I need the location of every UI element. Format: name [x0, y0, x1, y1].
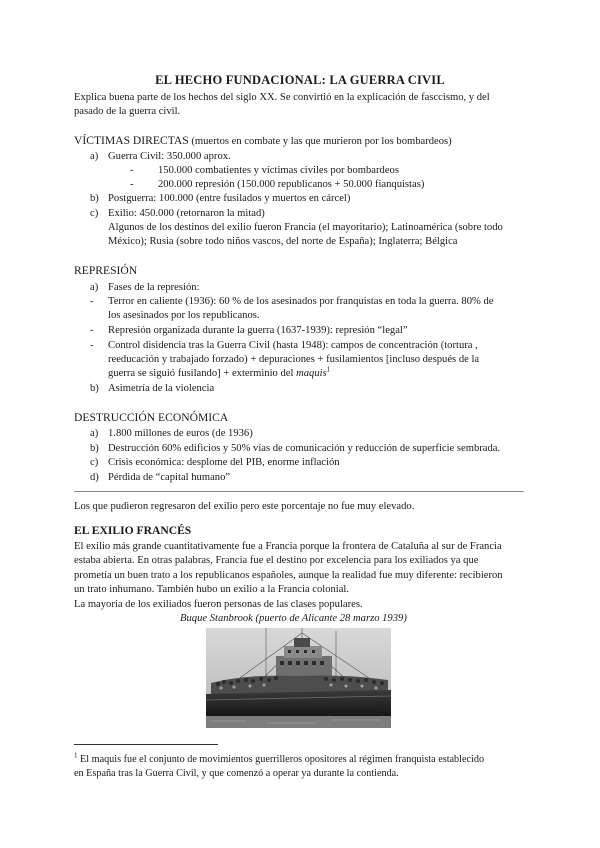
list-marker: c) [90, 208, 99, 219]
list-marker: a) [90, 428, 99, 439]
list-marker: c) [90, 457, 99, 468]
footnote-number: 1 [74, 751, 78, 760]
list-marker: - [90, 340, 94, 351]
list-item: Crisis económica: desplome del PIB, enorme inflación [108, 457, 340, 468]
exilio-note-line-2: México); Rusia (sobre todo niños vascos, del norte de España); Inglaterra; Bélgica [108, 236, 458, 247]
list-item: Represión organizada durante la guerra (1637-1939): represión “legal” [108, 325, 408, 336]
list-item: Asimetría de la violencia [108, 383, 215, 394]
clases-populares-text: La mayoría de los exiliados fueron personas de las clases populares. [74, 599, 363, 610]
stanbrook-photo [206, 628, 391, 728]
footnote-reference[interactable]: 1 [326, 365, 331, 374]
maquis-word: maquis [296, 368, 327, 379]
list-item: Control disidencia tras la Guerra Civil (hasta 1948): campos de concentración (tortura , [108, 340, 478, 351]
victimas-heading [74, 134, 452, 149]
list-item-continuation: los asesinados por los republicanos. [108, 310, 260, 321]
list-item: Exilio: 450.000 (retornaron la mitad) [108, 208, 265, 219]
list-item: 200.000 represión (150.000 republicanos + 50.000 fianquistas) [158, 179, 425, 190]
horizontal-divider [74, 491, 524, 492]
intro-line-1: Explica buena parte de los hechos del siglo XX. Se convirtió en la explicación de fasccismo, y del [74, 92, 490, 103]
exilio-note-line-1: Algunos de los destinos del exilio fueron Francia (el mayoritario); Latinoamérica (sobre todo [108, 222, 503, 233]
footnote-separator [74, 744, 218, 745]
list-marker: - [130, 179, 134, 190]
represion-heading: REPRESIÓN [74, 264, 138, 277]
list-marker: a) [90, 151, 99, 162]
exilio-paragraph-line-1: El exilio más grande cuantitativamente fue a Francia porque la frontera de Cataluña al sur de Francia [74, 541, 502, 552]
list-marker: - [130, 165, 134, 176]
list-marker: a) [90, 282, 99, 293]
list-marker: b) [90, 193, 99, 204]
victimas-heading-note: (muertos en combate y las que murieron por los bombardeos) [188, 136, 452, 147]
list-item: 1.800 millones de euros (de 1936) [108, 428, 253, 439]
list-item: Terror en caliente (1936): 60 % de los asesinados por franquistas en toda la guerra. 80% de [108, 296, 494, 307]
list-marker: b) [90, 383, 99, 394]
list-item: 150.000 combatientes y víctimas civiles por bombardeos [158, 165, 399, 176]
victimas-heading-label: VÍCTIMAS DIRECTAS [74, 134, 189, 147]
footnote-line-1 [74, 753, 484, 767]
list-item: Pérdida de “capital humano” [108, 472, 231, 483]
footnote-line-2: en España tras la Guerra Civil, y que comenzó a operar ya durante la contienda. [74, 768, 399, 779]
list-item-continuation: reeducación y trabajado forzado) + depuraciones + fusilamientos [incluso después de la [108, 354, 480, 365]
exilio-frances-heading: EL EXILIO FRANCÉS [74, 524, 192, 537]
exilio-paragraph-line-4: un trato inhumano. También hubo un exilio a la Francia colonial. [74, 584, 350, 595]
list-marker: - [90, 296, 94, 307]
intro-line-2: pasado de la guerra civil. [74, 106, 181, 117]
exilio-paragraph-line-2: estaba abierta. En otras palabras, Francia fue el destino por excelencia para los exiliados ya que [74, 555, 479, 566]
list-item: Postguerra: 100.000 (entre fusilados y muertos en cárcel) [108, 193, 351, 204]
ship-image [206, 628, 391, 728]
list-item: Fases de la represión: [108, 282, 200, 293]
photo-caption: Buque Stanbrook (puerto de Alicante 28 marzo 1939) [180, 613, 407, 624]
destruccion-heading: DESTRUCCIÓN ECONÓMICA [74, 411, 229, 424]
exilio-paragraph-line-3: prometía un buen trato a los republicanos españoles, aunque la realidad fue muy diferente: recibieron [74, 570, 503, 581]
list-marker: d) [90, 472, 99, 483]
list-item: Guerra Civil: 350.000 aprox. [108, 151, 231, 162]
list-marker: - [90, 325, 94, 336]
list-marker: b) [90, 443, 99, 454]
page-title: EL HECHO FUNDACIONAL: LA GUERRA CIVIL [155, 73, 445, 87]
list-item: Destrucción 60% edificios y 50% vías de comunicación y reducción de superficie sembrada. [108, 443, 501, 454]
regreso-text: Los que pudieron regresaron del exilio pero este porcentaje no fue muy elevado. [74, 501, 415, 512]
list-item-text: guerra se siguió fusilando] + exterminio del [108, 368, 297, 379]
list-item-continuation [108, 367, 330, 381]
footnote-text: El maquis fue el conjunto de movimientos guerrilleros opositores al régimen franquista establecido [77, 754, 485, 765]
